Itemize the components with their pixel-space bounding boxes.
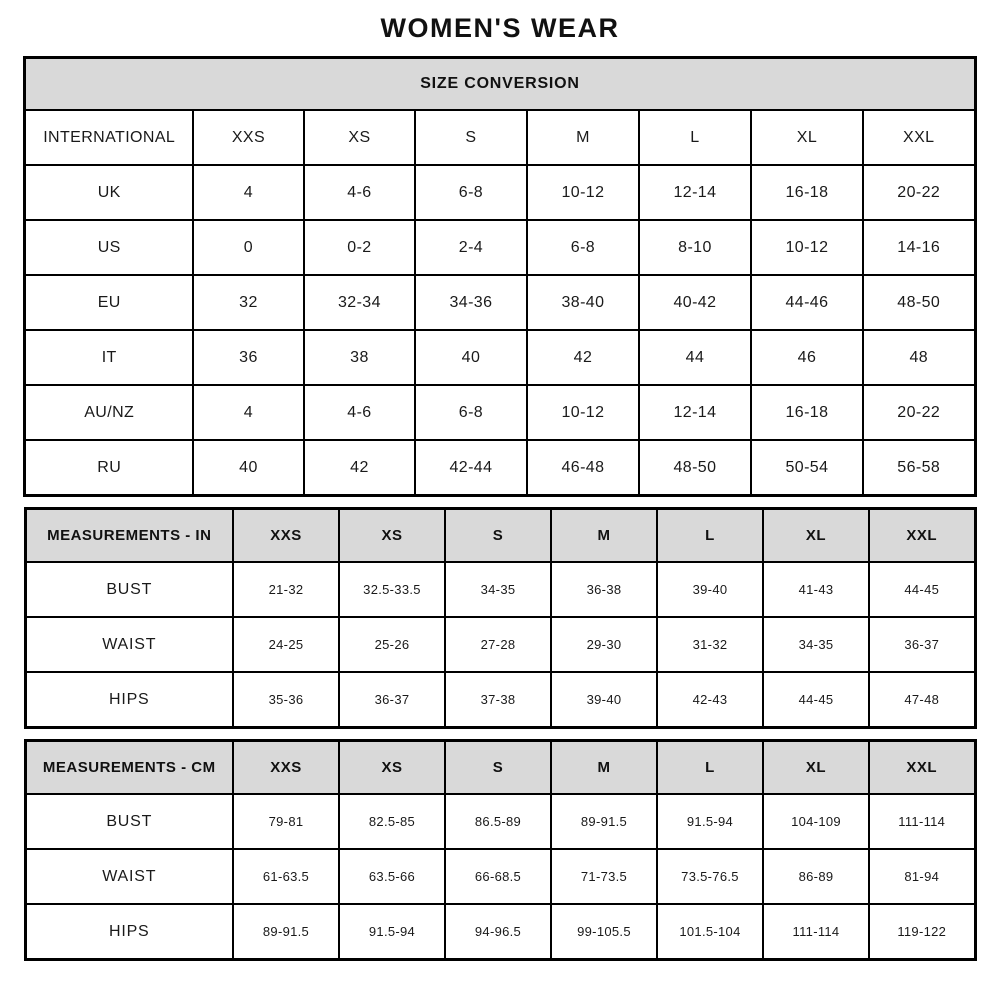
value-cell: 111-114 xyxy=(869,794,975,849)
value-cell: 16-18 xyxy=(751,165,863,220)
row-label: US xyxy=(25,220,193,275)
value-cell: 50-54 xyxy=(751,440,863,496)
table-row xyxy=(25,385,975,440)
value-cell: 91.5-94 xyxy=(657,794,763,849)
value-cell: 82.5-85 xyxy=(339,794,445,849)
value-cell: 35-36 xyxy=(233,672,339,728)
value-cell: 4-6 xyxy=(304,385,415,440)
size-conversion-band-row xyxy=(25,58,975,111)
value-cell: 56-58 xyxy=(863,440,975,496)
row-label: WAIST xyxy=(25,617,233,672)
row-label: EU xyxy=(25,275,193,330)
size-conversion-header: SIZE CONVERSION xyxy=(25,58,975,111)
measurements-in-header-row xyxy=(25,509,975,563)
measurements-in-header: MEASUREMENTS - IN xyxy=(25,509,233,563)
value-cell: 24-25 xyxy=(233,617,339,672)
value-cell: 40 xyxy=(415,330,527,385)
table-row xyxy=(25,904,975,960)
value-cell: 41-43 xyxy=(763,562,869,617)
row-label: RU xyxy=(25,440,193,496)
value-cell: 89-91.5 xyxy=(551,794,657,849)
value-cell: 29-30 xyxy=(551,617,657,672)
value-cell: 73.5-76.5 xyxy=(657,849,763,904)
value-cell: 36-37 xyxy=(339,672,445,728)
value-cell: 44 xyxy=(639,330,751,385)
column-header: XS xyxy=(304,110,415,165)
value-cell: 10-12 xyxy=(527,385,639,440)
value-cell: 34-35 xyxy=(445,562,551,617)
value-cell: 47-48 xyxy=(869,672,975,728)
value-cell: 20-22 xyxy=(863,385,975,440)
value-cell: 111-114 xyxy=(763,904,869,960)
row-label: AU/NZ xyxy=(25,385,193,440)
column-header: XL xyxy=(751,110,863,165)
value-cell: 36 xyxy=(193,330,304,385)
value-cell: 0 xyxy=(193,220,304,275)
table-row xyxy=(25,794,975,849)
size-conversion-body xyxy=(25,165,975,496)
value-cell: 81-94 xyxy=(869,849,975,904)
row-label: HIPS xyxy=(25,672,233,728)
value-cell: 119-122 xyxy=(869,904,975,960)
value-cell: 2-4 xyxy=(415,220,527,275)
value-cell: 42 xyxy=(527,330,639,385)
value-cell: 38-40 xyxy=(527,275,639,330)
value-cell: 46-48 xyxy=(527,440,639,496)
value-cell: 63.5-66 xyxy=(339,849,445,904)
column-header: L xyxy=(657,741,763,795)
value-cell: 0-2 xyxy=(304,220,415,275)
value-cell: 48-50 xyxy=(639,440,751,496)
page-title: WOMEN'S WEAR xyxy=(380,13,620,43)
value-cell: 79-81 xyxy=(233,794,339,849)
measurements-cm-header: MEASUREMENTS - CM xyxy=(25,741,233,795)
column-header: L xyxy=(639,110,751,165)
value-cell: 44-45 xyxy=(869,562,975,617)
size-conversion-columns-row xyxy=(25,110,975,165)
value-cell: 20-22 xyxy=(863,165,975,220)
table-row xyxy=(25,672,975,728)
value-cell: 89-91.5 xyxy=(233,904,339,960)
column-header: L xyxy=(657,509,763,563)
column-header: XS xyxy=(339,741,445,795)
value-cell: 34-36 xyxy=(415,275,527,330)
value-cell: 6-8 xyxy=(415,385,527,440)
column-header: M xyxy=(551,741,657,795)
value-cell: 6-8 xyxy=(415,165,527,220)
table-row xyxy=(25,165,975,220)
value-cell: 42-44 xyxy=(415,440,527,496)
measurements-cm-table xyxy=(24,739,977,961)
value-cell: 38 xyxy=(304,330,415,385)
value-cell: 42 xyxy=(304,440,415,496)
value-cell: 40-42 xyxy=(639,275,751,330)
measurements-cm-header-row xyxy=(25,741,975,795)
table-row xyxy=(25,440,975,496)
value-cell: 10-12 xyxy=(527,165,639,220)
value-cell: 36-38 xyxy=(551,562,657,617)
row-label: IT xyxy=(25,330,193,385)
measurements-cm-body xyxy=(25,794,975,960)
row-label: WAIST xyxy=(25,849,233,904)
value-cell: 99-105.5 xyxy=(551,904,657,960)
column-header: S xyxy=(445,741,551,795)
value-cell: 25-26 xyxy=(339,617,445,672)
column-header: M xyxy=(551,509,657,563)
column-header: XL xyxy=(763,741,869,795)
row-label: HIPS xyxy=(25,904,233,960)
column-header: INTERNATIONAL xyxy=(25,110,193,165)
column-header: XXL xyxy=(863,110,975,165)
column-header: XS xyxy=(339,509,445,563)
size-conversion-table xyxy=(23,56,976,497)
value-cell: 32 xyxy=(193,275,304,330)
value-cell: 34-35 xyxy=(763,617,869,672)
value-cell: 71-73.5 xyxy=(551,849,657,904)
value-cell: 4 xyxy=(193,165,304,220)
measurements-in-body xyxy=(25,562,975,728)
value-cell: 27-28 xyxy=(445,617,551,672)
value-cell: 48 xyxy=(863,330,975,385)
column-header: S xyxy=(445,509,551,563)
row-label: UK xyxy=(25,165,193,220)
value-cell: 46 xyxy=(751,330,863,385)
value-cell: 61-63.5 xyxy=(233,849,339,904)
value-cell: 32.5-33.5 xyxy=(339,562,445,617)
value-cell: 104-109 xyxy=(763,794,869,849)
column-header: S xyxy=(415,110,527,165)
table-row xyxy=(25,220,975,275)
value-cell: 44-45 xyxy=(763,672,869,728)
value-cell: 12-14 xyxy=(639,385,751,440)
column-header: XL xyxy=(763,509,869,563)
value-cell: 4 xyxy=(193,385,304,440)
value-cell: 66-68.5 xyxy=(445,849,551,904)
value-cell: 101.5-104 xyxy=(657,904,763,960)
value-cell: 39-40 xyxy=(551,672,657,728)
table-row xyxy=(25,849,975,904)
value-cell: 86.5-89 xyxy=(445,794,551,849)
value-cell: 4-6 xyxy=(304,165,415,220)
value-cell: 16-18 xyxy=(751,385,863,440)
value-cell: 31-32 xyxy=(657,617,763,672)
measurements-in-table xyxy=(24,507,977,729)
table-row xyxy=(25,562,975,617)
value-cell: 8-10 xyxy=(639,220,751,275)
value-cell: 14-16 xyxy=(863,220,975,275)
column-header: XXS xyxy=(193,110,304,165)
value-cell: 40 xyxy=(193,440,304,496)
value-cell: 44-46 xyxy=(751,275,863,330)
table-row xyxy=(25,330,975,385)
table-row xyxy=(25,275,975,330)
table-row xyxy=(25,617,975,672)
value-cell: 39-40 xyxy=(657,562,763,617)
row-label: BUST xyxy=(25,794,233,849)
column-header: XXL xyxy=(869,509,975,563)
value-cell: 6-8 xyxy=(527,220,639,275)
row-label: BUST xyxy=(25,562,233,617)
value-cell: 21-32 xyxy=(233,562,339,617)
column-header: XXS xyxy=(233,509,339,563)
value-cell: 32-34 xyxy=(304,275,415,330)
value-cell: 42-43 xyxy=(657,672,763,728)
value-cell: 94-96.5 xyxy=(445,904,551,960)
column-header: M xyxy=(527,110,639,165)
value-cell: 12-14 xyxy=(639,165,751,220)
value-cell: 37-38 xyxy=(445,672,551,728)
value-cell: 91.5-94 xyxy=(339,904,445,960)
value-cell: 86-89 xyxy=(763,849,869,904)
column-header: XXS xyxy=(233,741,339,795)
column-header: XXL xyxy=(869,741,975,795)
value-cell: 36-37 xyxy=(869,617,975,672)
value-cell: 48-50 xyxy=(863,275,975,330)
value-cell: 10-12 xyxy=(751,220,863,275)
